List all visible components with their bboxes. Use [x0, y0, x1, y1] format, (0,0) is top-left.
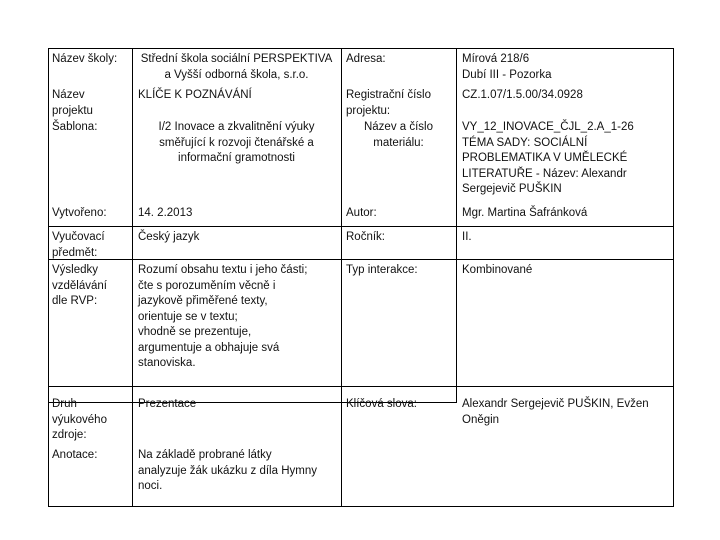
template-value: I/2 Inovace a zkvalitnění výuky směřující k rozvoji čtenářské a informační gramotnosti [158, 121, 315, 164]
table-row-divider [48, 386, 674, 387]
table-column-divider [132, 48, 133, 507]
school-name-label: Název školy: [52, 53, 118, 65]
interaction-type-label: Typ interakce: [346, 264, 418, 276]
table-border-top [48, 48, 674, 49]
table-column-divider [341, 48, 342, 507]
created-value: 14. 2.2013 [138, 207, 193, 219]
address-value: Mírová 218/6 Dubí III - Pozorka [462, 53, 552, 81]
table-column-divider [456, 48, 457, 402]
registration-number-label: Registrační číslo projektu: [346, 89, 432, 117]
keywords-value: Alexandr Sergejevič PUŠKIN, Evžen Oněgin [462, 398, 649, 426]
subject-value: Český jazyk [138, 231, 200, 243]
table-border-left [48, 48, 49, 507]
author-label: Autor: [346, 207, 377, 219]
outcomes-label: Výsledky vzdělávání dle RVP: [52, 264, 107, 307]
table-row-divider [48, 226, 674, 227]
project-name-value: KLÍČE K POZNÁVÁNÍ [138, 89, 252, 101]
table-border-right [673, 48, 674, 507]
resource-type-value: Prezentace [138, 398, 197, 410]
info-table [48, 48, 674, 507]
annotation-label: Anotace: [52, 449, 98, 461]
author-value: Mgr. Martina Šafránková [462, 207, 588, 219]
address-label: Adresa: [346, 53, 386, 65]
resource-type-label: Druh výukového zdroje: [52, 398, 107, 441]
table-border-bottom [48, 506, 674, 507]
subject-label: Vyučovací předmět: [52, 231, 105, 259]
interaction-type-value: Kombinované [462, 264, 533, 276]
material-name-value: VY_12_INOVACE_ČJL_2.A_1-26 TÉMA SADY: SOCIÁLNÍ PROBLEMATIKA V UMĚLECKÉ LITERATUŘE - Název: Alexandr Sergejevič PUŠKIN [462, 121, 634, 195]
outcomes-value: Rozumí obsahu textu i jeho části; čte s porozuměním věcně i jazykově přiměřené texty, orientuje se v textu; vhodně se prezentuje, argumentuje a obhajuje svá stanoviska. [138, 264, 308, 369]
table-row-divider [48, 259, 674, 260]
material-name-label: Název a číslo materiálu: [363, 121, 434, 149]
school-name-value: Střední škola sociální PERSPEKTIVA a Vyšší odborná škola, s.r.o. [140, 53, 333, 81]
project-name-label: Název projektu [52, 89, 93, 117]
annotation-value: Na základě probrané látky analyzuje žák ukázku z díla Hymny noci. [138, 449, 317, 492]
keywords-label: Klíčová slova: [346, 398, 417, 410]
created-label: Vytvořeno: [52, 207, 107, 219]
template-label: Šablona: [52, 121, 98, 133]
grade-value: II. [462, 231, 472, 243]
registration-number-value: CZ.1.07/1.5.00/34.0928 [462, 89, 583, 101]
grade-label: Ročník: [346, 231, 385, 243]
